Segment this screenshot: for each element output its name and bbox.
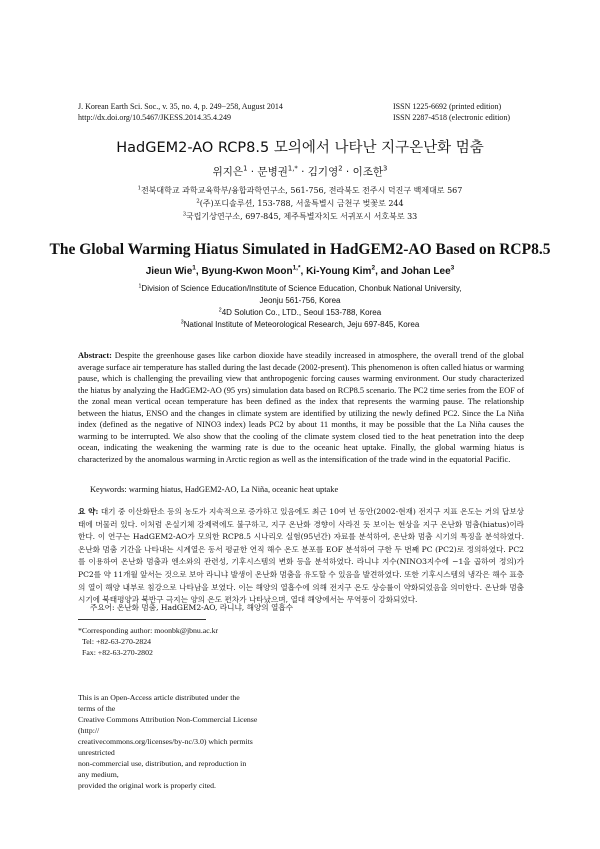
english-affiliation — [0, 283, 600, 295]
keywords-label: Keywords: — [90, 485, 127, 494]
author-separator: · — [297, 166, 308, 178]
license-line: non-commercial use, distribution, and reproduction in any medium, — [78, 759, 247, 779]
abstract-label: Abstract: — [78, 351, 112, 360]
korean-keywords — [90, 602, 530, 613]
affiliation-text: 전북대학교 과학교육학부/융합과학연구소, 561-756, 전라북도 전주시 덕진구 백제대로 567 — [140, 186, 463, 195]
korean-author-name: 김기영 — [307, 166, 339, 178]
affiliation-text: (주)포디솔루션, 153-788, 서울특별시 금천구 벚꽃로 244 — [199, 199, 404, 208]
affiliation-superscript: 1 — [138, 283, 142, 290]
affiliation-text: National Institute of Meteorological Research, Jeju 697-845, Korea — [183, 320, 420, 329]
author-separator: , — [300, 266, 307, 277]
english-authors — [0, 266, 600, 277]
english-affiliation — [0, 295, 600, 307]
author-separator: · — [342, 166, 353, 178]
author-superscript: 3 — [383, 164, 388, 173]
footnote — [78, 625, 378, 658]
license-notice — [78, 692, 258, 791]
author-superscript: 1,* — [287, 164, 298, 173]
korean-author-name: 이조한 — [352, 166, 384, 178]
affiliation-superscript: 3 — [182, 211, 187, 218]
korean-affiliation — [0, 184, 600, 197]
korean-keywords-label: 주요어: — [90, 603, 115, 612]
korean-authors — [0, 164, 600, 179]
english-author-name: Ki-Young Kim — [306, 266, 372, 277]
english-title: The Global Warming Hiatus Simulated in HadGEM2-AO Based on RCP8.5 — [49, 241, 551, 258]
author-superscript: 1,* — [292, 264, 301, 272]
affiliation-text: 국립기상연구소, 697-845, 제주특별자치도 서귀포시 서호북로 33 — [186, 212, 418, 221]
author-separator: , and — [375, 266, 402, 277]
korean-author-name: 문병권 — [257, 166, 288, 178]
korean-keywords-text: 온난화 멈춤, HadGEM2-AO, 라니냐, 해양의 열흡수 — [117, 603, 294, 612]
affiliation-text: Jeonju 561-756, Korea — [259, 296, 341, 305]
affiliation-superscript: 2 — [218, 307, 222, 314]
license-line: Creative Commons Attribution Non-Commercial License (http:// — [78, 715, 258, 735]
license-line: creativecommons.org/licenses/by-nc/3.0) which permits unrestricted — [78, 737, 253, 757]
english-author-name: Jieun Wie — [145, 266, 193, 277]
korean-affiliations — [0, 184, 600, 223]
author-separator: , — [195, 266, 202, 277]
author-superscript: 2 — [338, 164, 343, 173]
english-affiliation — [0, 307, 600, 319]
korean-affiliation — [0, 197, 600, 210]
korean-abstract-label: 요 약: — [78, 507, 99, 516]
author-superscript: 3 — [450, 264, 455, 272]
license-line: provided the original work is properly cited. — [78, 781, 216, 790]
affiliation-text: 4D Solution Co., LTD., Seoul 153-788, Korea — [221, 308, 382, 317]
affiliation-superscript: 1 — [137, 185, 141, 192]
korean-title: HadGEM2-AO RCP8.5 모의에서 나타난 지구온난화 멈춤 — [116, 140, 484, 156]
footnote-divider — [78, 619, 206, 620]
author-separator: · — [247, 166, 258, 178]
corresponding-author: *Corresponding author: moonbk@jbnu.ac.kr — [78, 626, 219, 635]
license-line: This is an Open-Access article distributed under the terms of the — [78, 693, 240, 713]
doi-link[interactable]: http://dx.doi.org/10.5467/JKESS.2014.35.4.249 — [78, 113, 231, 122]
fax: Fax: +82-63-270-2802 — [82, 648, 153, 657]
affiliation-superscript: 3 — [180, 319, 184, 326]
affiliation-text: Division of Science Education/Institute of Science Education, Chonbuk National University, — [141, 284, 462, 293]
abstract-text: Despite the greenhouse gases like carbon dioxide have steadily increased in atmosphere, the overall trend of the global average surface air temperature has stalled during the last decade (2002-present). This phenomenon is often called hiatus or warming pause, which is challenging the prevailing view that anthropogenic forcing causes warming environment. Our study characterized the hiatus by analyzing the HadGEM2-AO (95 yrs) simulation data based on RCP8.5 scenario. The PC2 time series from the EOF of the zonal mean vertical ocean temperature has been defined as the index that represents the warming pause. The relationship between the hiatus, ENSO and the changes in climate system are identified by utilizing the newly defined PC2. Since the La Niña index (defined as the negative of NINO3 index) leads PC2 by about 11 months, it may be possible that the La Niña causes the warming to be interrupted. We also show that the cooling of the climate system closed tied to the heat penetration into the deep ocean, indicating the weakening the warming rate is due to the oceanic heat uptake. Finally, the global warming hiatus is characterized by the anomalous warming in Arctic region as well as the intensification of the trade wind in the equatorial Pacific. — [78, 351, 524, 464]
english-affiliations — [0, 283, 600, 331]
abstract — [78, 350, 524, 465]
author-superscript: 2 — [371, 264, 376, 272]
english-author-name: Byung-Kwon Moon — [201, 266, 293, 277]
keywords — [90, 485, 530, 494]
issn-electronic: ISSN 2287-4518 (electronic edition) — [393, 113, 511, 122]
tel: Tel: +82-63-270-2824 — [82, 637, 152, 646]
journal-citation: J. Korean Earth Sci. Soc., v. 35, no. 4, p. 249−258, August 2014 — [78, 102, 283, 111]
keywords-text: warming hiatus, HadGEM2-AO, La Niña, oceanic heat uptake — [128, 485, 339, 494]
korean-author-name: 위지은 — [212, 166, 244, 178]
issn-print: ISSN 1225-6692 (printed edition) — [393, 102, 502, 111]
affiliation-superscript: 2 — [196, 198, 200, 205]
korean-abstract — [78, 506, 524, 607]
english-author-name: Johan Lee — [401, 266, 451, 277]
korean-abstract-text: 대기 중 이산화탄소 등의 농도가 지속적으로 증가하고 있음에도 최근 10여 년 동안(2002-현재) 전지구 지표 온도는 거의 답보상태에 머물러 있다. 이처럼 온실기체 강제력에도 불구하고, 지구 온난화 경향이 사라진 듯 보이는 현상을 지구 온난화 멈춤(hiatus)이라 한다. 이 연구는 HadGEM2-AO가 모의한 RCP8.5 시나리오 실험(95년간) 자료를 분석하여, 온난화 멈춤 시기의 특징을 분석하였다. 온난화 멈춤 기간을 나타내는 시계열은 동서 평균한 연직 해수 온도 분포를 EOF 분석하여 구한 두 번째 PC (PC2)로 정의하였다. PC2를 이용하여 온난화 멈춤과 엔소와의 관련성, 기후시스템의 변화 등을 분석하였다. 라니냐 지수(NINO3지수에 −1을 곱하여 정의)가 PC2를 약 11개월 앞서는 것으로 보아 라니냐 발생이 온난화 멈춤을 유도할 수 있음을 발견하였다. 또한 기후시스템의 냉각은 해수 표층의 열이 해양 내부로 침강으로 나타남을 보였다. 이는 해양의 열흡수에 의해 전지구 온도 상승률이 약화되었음을 의미한다. 온난화 멈춤 시기에 북태평양과 북반구 극지는 양의 온도 편차가 나타났으며, 열대 해양에서는 무역풍이 강화되었다. — [78, 507, 524, 605]
author-superscript: 1 — [192, 264, 196, 272]
korean-affiliation — [0, 210, 600, 223]
author-superscript: 1 — [243, 164, 248, 173]
english-affiliation — [0, 319, 600, 331]
